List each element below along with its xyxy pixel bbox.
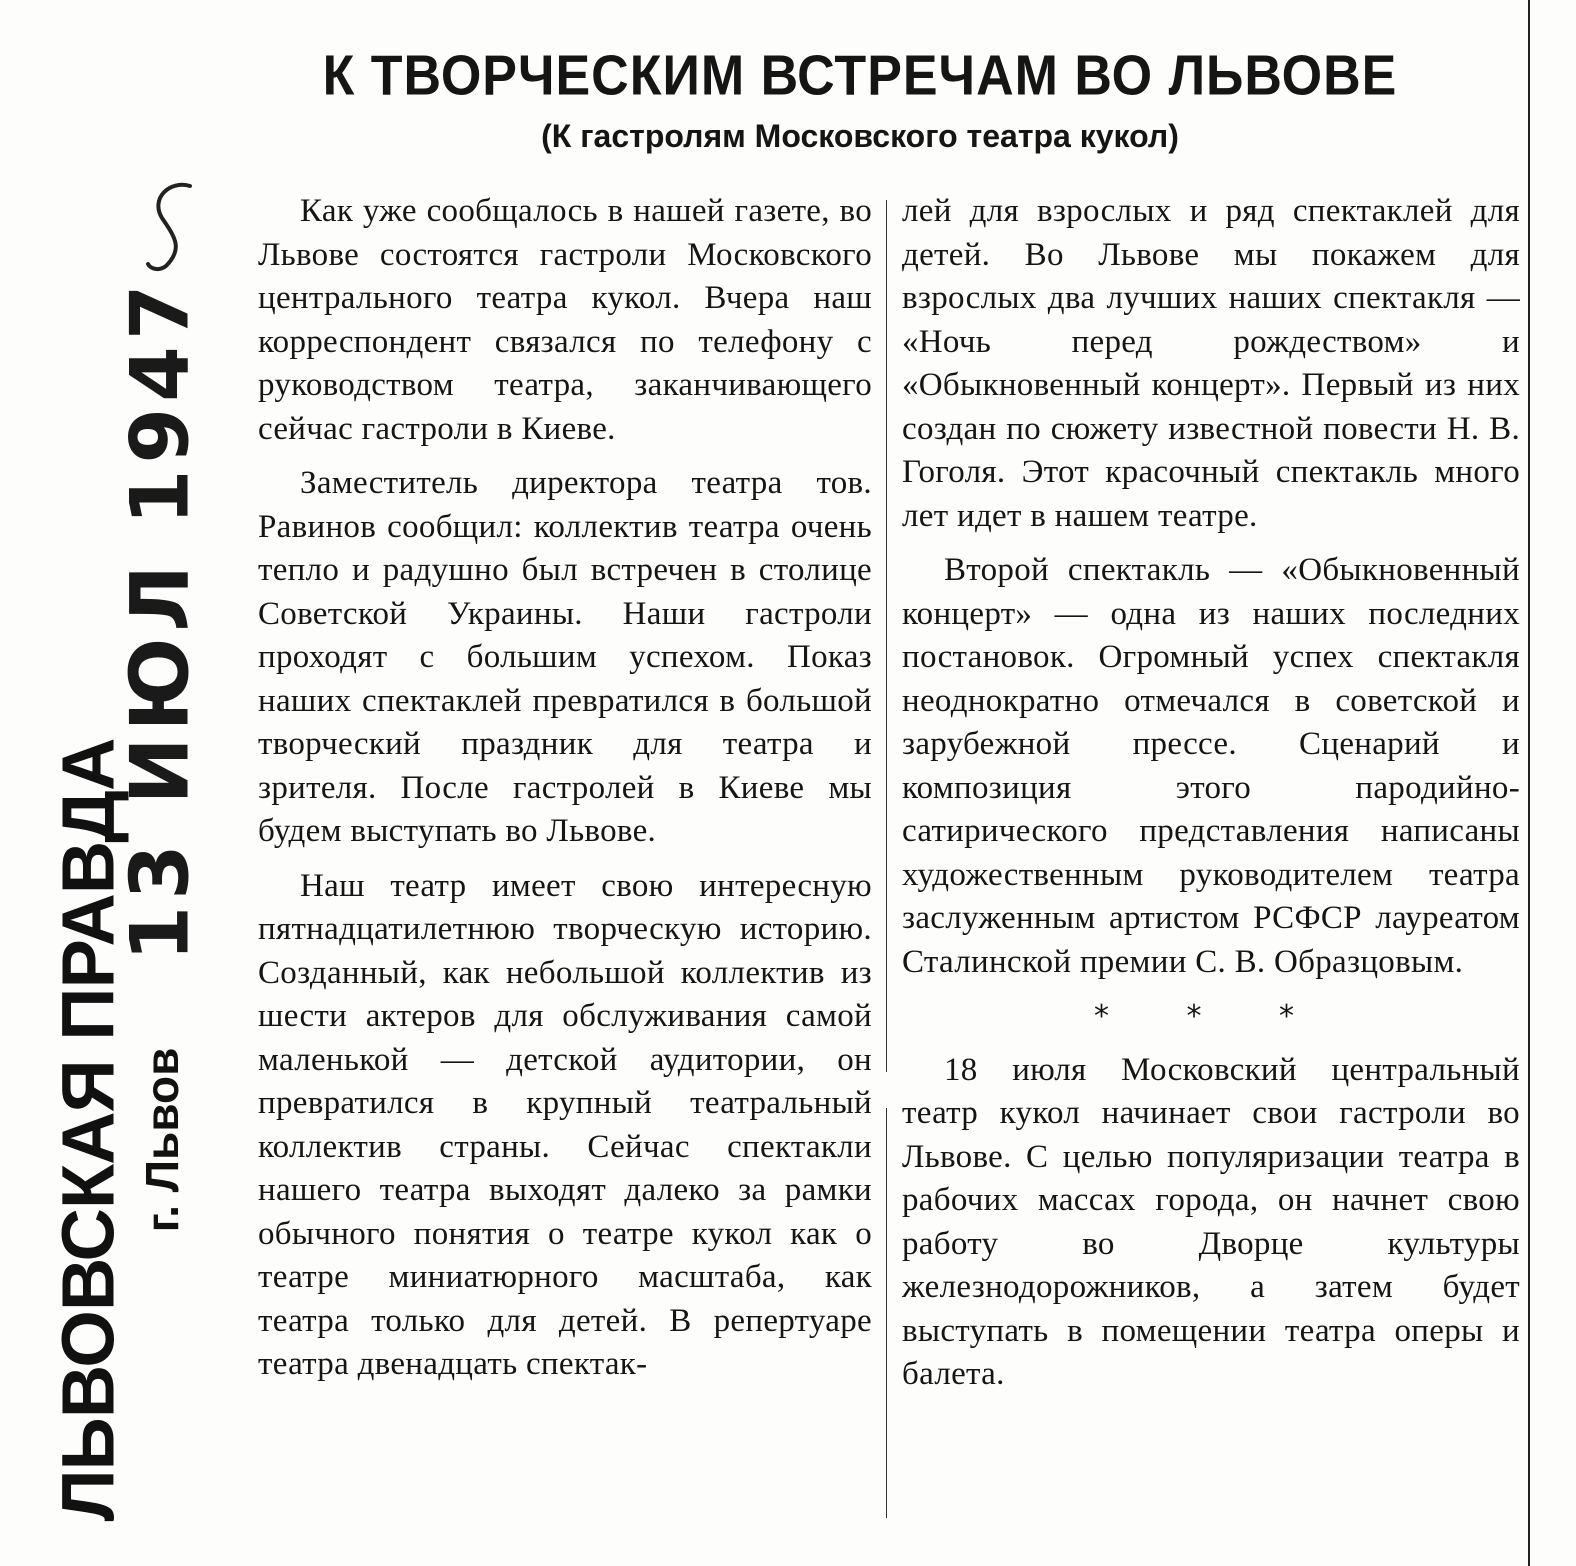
paragraph: Наш театр имеет свою интересную пятнадцатилетнюю творческую историю. Созданный, как небольшой коллектив из шести актеров для обслуживания самой маленькой — детской аудитории, он превратился в крупный театральный коллектив страны. Сейчас спектакли нашего театра выходят далеко за рамки обычного понятия о театре кукол как о театре миниатюрного масштаба, как театра только для детей. В репертуаре театра двенадцать спектак- [258, 867, 872, 1382]
paragraph: Заместитель директора театра тов. Равинов сообщил: коллектив театра очень тепло и радушно был встречен в столице Советской Украины. Наши гастроли проходят с большим успехом. Показ наших спектаклей превратился в большой творческий праздник для театра и зрителя. После гастролей в Киеве мы будем выступать во Львове. [258, 465, 872, 849]
article-column-2 [902, 190, 1520, 1408]
paragraph: лей для взрослых и ряд спектаклей для детей. Во Львове мы покажем для взрослых два лучших наших спектакля — «Ночь перед рождеством» и «Обыкновенный концерт». Первый из них создан по сюжету известной повести Н. В. Гоголя. Этот красочный спектакль много лет идет в нашем театре. [902, 193, 1520, 534]
article-subheadline: (К гастролям Московского театра кукол) [541, 118, 1179, 154]
column-divider-lower [886, 1108, 887, 1518]
paragraph: 18 июля Московский центральный театр кукол начинает свои гастроли во Львове. С целью популяризации театра в рабочих массах города, он начнет свою работу во Дворце культуры железнодорожников, а затем будет выступать в помещении театра оперы и балета. [902, 1051, 1520, 1392]
page-edge-rule [1528, 0, 1530, 1566]
column-divider [886, 200, 887, 1072]
newspaper-city-stamp: г. Львов [136, 1047, 188, 1233]
pencil-annotation-icon [140, 178, 204, 274]
section-separator: * * * [1093, 999, 1329, 1034]
paragraph: Как уже сообщалось в нашей газете, во Львове состоятся гастроли Московского центрального театра кукол. Вчера наш корреспондент связался по телефону с руководством театра, заканчивающего сейчас гастроли в Киеве. [258, 193, 872, 447]
article-column-1 [258, 190, 872, 1398]
article-headline: К ТВОРЧЕСКИМ ВСТРЕЧАМ ВО ЛЬВОВЕ [322, 44, 1398, 108]
paragraph: Второй спектакль — «Обыкновенный концерт» — одна из наших последних постановок. Огромный успех спектакля неоднократно отмечался в советской и зарубежной прессе. Сценарий и композиция этого пародийно-сатирического представления написаны художественным руководителем театра заслуженным артистом РСФСР лауреатом Сталинской премии С. В. Образцовым. [902, 552, 1520, 980]
date-stamp: 13 ИЮЛ 1947 [113, 278, 207, 962]
newspaper-name-stamp: ЛЬВОВСКАЯ ПРАВДА [46, 738, 130, 1522]
